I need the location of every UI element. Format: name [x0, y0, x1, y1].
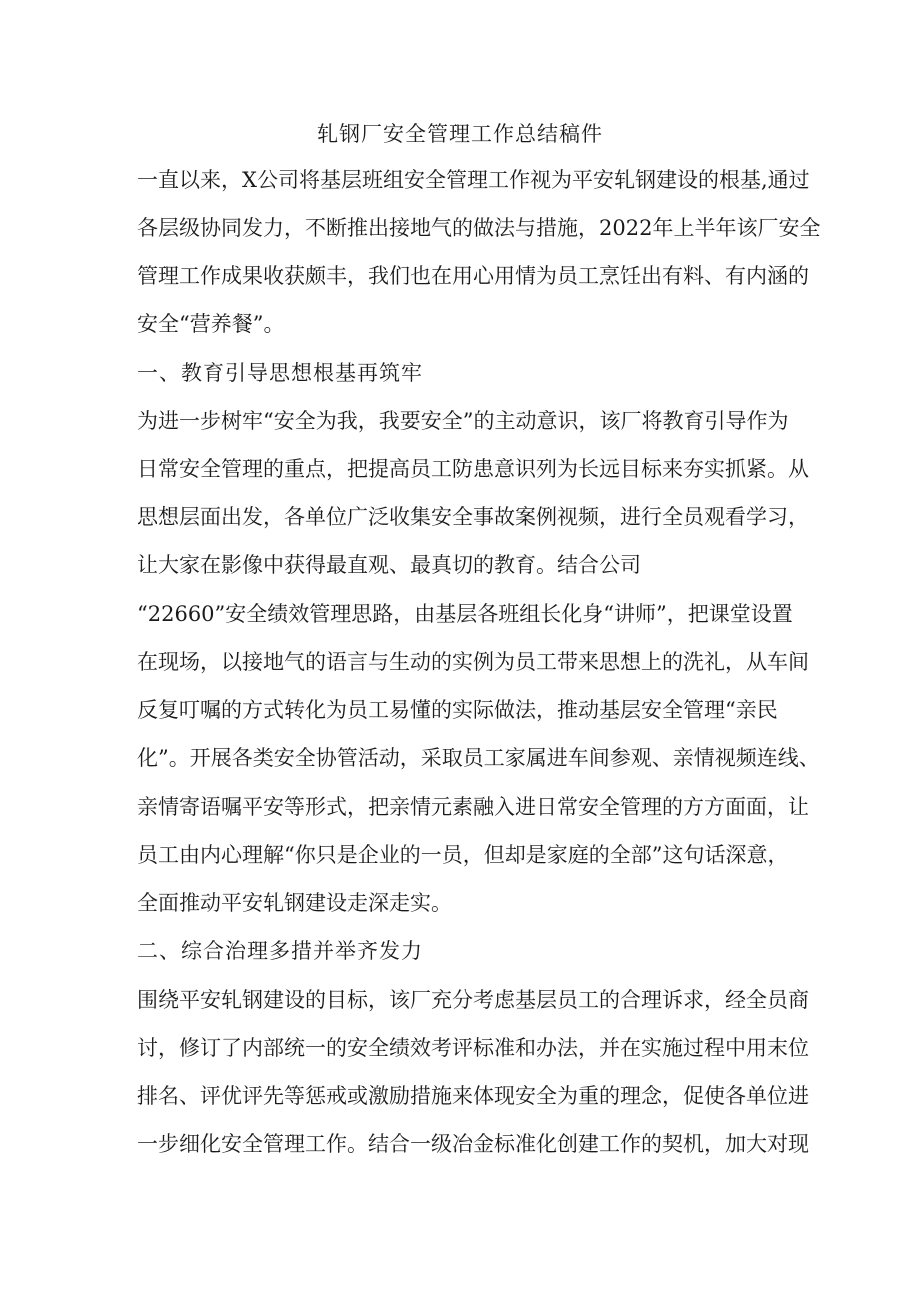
body-line: 在现场，以接地气的语言与生动的实例为员工带来思想上的洗礼，从车间: [137, 650, 809, 674]
body-line: 围绕平安轧钢建设的目标，该厂充分考虑基层员工的合理诉求，经全员商: [137, 988, 809, 1012]
body-line: 一步细化安全管理工作。结合一级冶金标准化创建工作的契机，加大对现: [137, 1132, 809, 1156]
body-line: 一直以来，X公司将基层班组安全管理工作视为平安轧钢建设的根基,通过: [137, 168, 810, 192]
document-title: 轧钢厂安全管理工作总结稿件: [317, 122, 603, 146]
body-line: 化”。开展各类安全协管活动，采取员工家属进车间参观、亲情视频连线、: [137, 746, 820, 770]
body-line: 全面推动平安轧钢建设走深走实。: [137, 891, 452, 915]
body-line: 思想层面出发，各单位广泛收集安全事故案例视频，进行全员观看学习，: [137, 505, 809, 529]
body-line: 管理工作成果收获颇丰，我们也在用心用情为员工烹饪出有料、有内涵的: [137, 264, 809, 288]
body-line: 亲情寄语嘱平安等形式，把亲情元素融入进日常安全管理的方方面面，让: [137, 795, 809, 819]
body-line: 日常安全管理的重点，把提高员工防患意识列为长远目标来夯实抓紧。从: [137, 457, 809, 481]
body-line: 排名、评优评先等惩戒或激励措施来体现安全为重的理念，促使各单位进: [137, 1084, 809, 1108]
body-line: 讨，修订了内部统一的安全绩效考评标准和办法，并在实施过程中用末位: [137, 1036, 809, 1060]
body-line: 为进一步树牢“安全为我，我要安全”的主动意识，该厂将教育引导作为: [137, 409, 789, 433]
body-line: “22660”安全绩效管理思路，由基层各班组长化身“讲师”，把课堂设置: [137, 602, 793, 626]
body-line: 员工由内心理解“你只是企业的一员，但却是家庭的全部”这句话深意，: [137, 843, 789, 867]
body-line: 反复叮嘱的方式转化为员工易懂的实际做法，推动基层安全管理“亲民: [137, 698, 778, 722]
body-line: 安全“营养餐”。: [137, 312, 285, 336]
body-line: 各层级协同发力，不断推出接地气的做法与措施，2022年上半年该厂安全: [137, 216, 821, 240]
body-line: 让大家在影像中获得最直观、最真切的教育。结合公司: [137, 553, 641, 577]
section-heading: 二、综合治理多措并举齐发力: [137, 939, 423, 963]
section-heading: 一、教育引导思想根基再筑牢: [137, 361, 423, 385]
